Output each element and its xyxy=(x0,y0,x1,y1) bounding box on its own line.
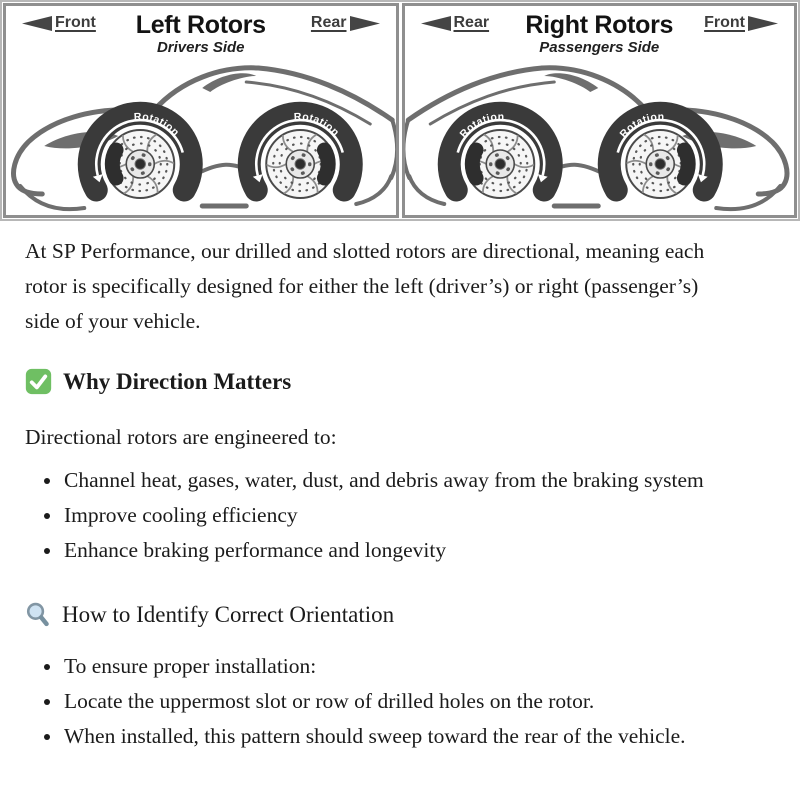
front-direction-label xyxy=(704,14,778,32)
panel-subtitle: Passengers Side xyxy=(539,39,660,56)
right-rotors-panel xyxy=(402,3,798,218)
front-direction-label xyxy=(22,14,96,32)
rear-direction-label xyxy=(421,14,490,32)
magnifying-glass-icon xyxy=(25,602,51,628)
svg-text:Rotation: Rotation xyxy=(133,110,182,139)
section-heading-why-direction-matters xyxy=(25,366,770,397)
arrow-right-icon xyxy=(350,16,380,31)
car-sketch-right xyxy=(405,58,795,216)
check-mark-button-icon xyxy=(25,368,52,395)
direction-text: Front xyxy=(704,14,745,31)
list-item: • Enhance braking performance and longevity xyxy=(63,533,725,568)
heading-text: Why Direction Matters xyxy=(63,369,292,394)
direction-text: Rear xyxy=(453,14,490,31)
panel-title: Left Rotors xyxy=(135,11,266,39)
left-rotors-panel xyxy=(3,3,399,218)
rotor-direction-diagram xyxy=(0,0,800,221)
rear-direction-label xyxy=(311,14,380,32)
intro-paragraph: At SP Performance, our drilled and slotted rotors are directional, meaning each rotor is specifically designed for either the left (driver’s) or right (passenger’s) side of your vehicle. xyxy=(25,239,705,333)
panel-subtitle: Drivers Side xyxy=(156,39,245,56)
list-item: • Improve cooling efficiency xyxy=(63,498,725,533)
lead-paragraph: Directional rotors are engineered to: xyxy=(25,425,337,449)
benefits-list xyxy=(25,463,725,568)
heading-text: How to Identify Correct Orientation xyxy=(62,602,395,627)
right-panel-header xyxy=(405,6,795,58)
article-body xyxy=(0,221,800,754)
direction-text: Front xyxy=(55,14,96,31)
arrow-right-icon xyxy=(748,16,778,31)
panel-title: Right Rotors xyxy=(525,11,674,39)
svg-text:Rotation: Rotation xyxy=(457,110,505,141)
car-sketch-left xyxy=(6,58,396,216)
svg-text:Rotation: Rotation xyxy=(293,110,342,139)
section-heading-identify-orientation xyxy=(25,599,770,630)
orientation-steps-list xyxy=(25,649,725,754)
list-item: • Locate the uppermost slot or row of drilled holes on the rotor. xyxy=(63,684,725,719)
list-item: • To ensure proper installation: xyxy=(63,649,725,684)
svg-text:Rotation: Rotation xyxy=(617,110,665,141)
direction-text: Rear xyxy=(310,14,347,31)
arrow-left-icon xyxy=(421,16,451,31)
list-item: • When installed, this pattern should sweep toward the rear of the vehicle. xyxy=(63,719,725,754)
left-panel-header xyxy=(6,6,396,58)
list-item: • Channel heat, gases, water, dust, and debris away from the braking system xyxy=(63,463,725,498)
arrow-left-icon xyxy=(22,16,52,31)
